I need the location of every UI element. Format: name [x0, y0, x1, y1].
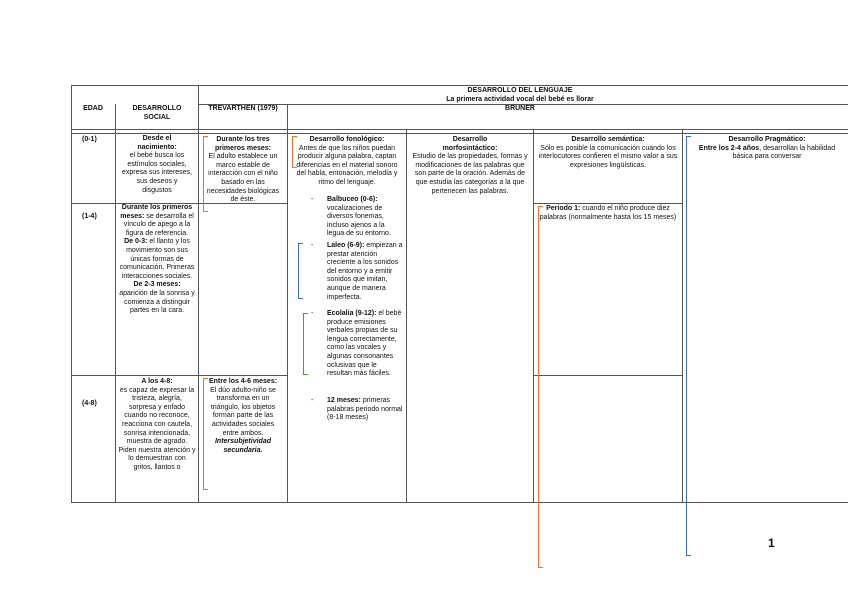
semantica-r2-text: cuando el niño produce diez palabras (normalmente hasta los 15 meses)	[539, 205, 677, 221]
semantica-r2-title: Periodo 1:	[546, 205, 581, 212]
social-r2-text: se desarrolla el vínculo de apego a la figura de referencia.	[123, 212, 194, 237]
trevarthen-cell-3	[205, 378, 281, 455]
laleo-text: empiezan a prestar atención creciente a los sonidos del entorno y a emitir sonidos que imitan, aunque de manera imperfecta.	[327, 242, 403, 301]
social-r2c-title: De 2-3 meses:	[133, 281, 181, 289]
social-cell-3	[118, 378, 196, 473]
header-trevarthen: TREVARTHEN (1979)	[208, 105, 278, 112]
header-lenguaje-subtitle: La primera actividad vocal del bebé es llorar	[446, 95, 594, 103]
bullet-dash: -	[311, 196, 314, 203]
age-label: (4-8)	[82, 400, 97, 407]
col-border-6	[682, 129, 683, 503]
header-edad: EDAD	[83, 105, 103, 112]
row-border-2b	[533, 203, 682, 204]
row-border-3	[71, 375, 287, 376]
fonologico-item-ecolalia	[327, 310, 403, 379]
trevarthen-r3-text: El dúo adulto-niño se transforma en un triángulo, los objetos forman parte de las actividades sociales entre ambos.	[210, 386, 276, 437]
bullet-dash: -	[311, 397, 314, 404]
header-bottom-border	[71, 129, 848, 130]
laleo-bracket	[298, 243, 303, 299]
table-top-border	[71, 85, 848, 86]
col-border-5	[533, 129, 534, 503]
col-border-4	[406, 129, 407, 503]
trevarthen-r1-text: El adulto establece un marco estable de interacción con el niño basado en las necesidades biológicas de éste.	[206, 153, 280, 204]
semantica-title: Desarrollo semántica:	[571, 136, 645, 143]
col-border-3	[287, 104, 288, 503]
social-r3-title: A los 4-8:	[141, 378, 173, 385]
fonologico-item-laleo	[327, 242, 403, 302]
trevarthen-cell-1	[205, 136, 281, 205]
social-r2-title: Durante los primeros meses:	[120, 204, 193, 220]
morfo-cell	[410, 136, 530, 196]
fonologico-title: Desarrollo fonológico:	[309, 136, 385, 143]
12meses-title: 12 meses:	[327, 397, 361, 404]
fonologico-text: Antes de que los niños puedan producir alguna palabra, captan diferencias en el material sonoro del habla, entonación, melodía y ritmo del lenguaje.	[296, 144, 398, 186]
social-r3-text: es capaz de expresar la tristeza, alegría, sorpresa y enfado cuando no reconoce, reacciona con cautela, sonrisa intencionada, muestra de agrado. Piden nuestra atención y lo demuestran con gritos, llantos o	[118, 386, 196, 471]
semantica-cell-2	[536, 205, 680, 222]
social-r2c-text: aparición de la sonrisa y comienza a distinguir partes en la cara.	[119, 289, 195, 315]
semantica-cell-1	[536, 136, 680, 170]
social-cell-2	[116, 204, 198, 316]
ecolalia-title: Ecolalia (9-12):	[327, 310, 377, 317]
pragmatico-cell	[690, 136, 844, 162]
social-r1-title: Desde el nacimiento:	[137, 135, 177, 151]
age-label: (0-1)	[82, 136, 97, 143]
age-label: (1-4)	[82, 213, 97, 220]
trevarthen-r3-title: Entre los 4-6 meses:	[208, 378, 278, 385]
header-bruner: BRUNER	[505, 105, 535, 112]
balbuceo-title: Balbuceo (0-6):	[327, 196, 378, 203]
semantica-text: Sólo es posible la comunicación cuando los interlocutores confieren el mismo valor a sus expresiones lingüísticas.	[538, 144, 678, 169]
page-number: 1	[768, 536, 775, 550]
pragmatico-body	[690, 145, 844, 162]
pragmatico-text: , desarrollan la habilidad básica para conversar	[732, 144, 836, 161]
laleo-title: Laleo (6-9):	[327, 242, 365, 249]
balbuceo-text: vocalizaciones de diversos fonemas, incluso ajenos a la legua de su entorno.	[327, 204, 391, 238]
social-r2b-text: el llanto y los movimiento son sus únicas formas de comunicación. Primeras interacciones sociales.	[119, 238, 195, 280]
ecolalia-bracket	[303, 313, 308, 375]
trevarthen-r1-title: Durante los tres primeros meses:	[214, 136, 272, 152]
social-cell-1	[116, 135, 198, 195]
fonologico-intro	[292, 136, 402, 188]
row-border-1	[71, 133, 848, 134]
social-r2b-title: De 0-3:	[124, 238, 148, 246]
12meses-text: primeras palabras periodo normal (8-18 meses)	[327, 397, 403, 422]
fonologico-item-balbuceo	[327, 196, 403, 239]
fonologico-item-12meses	[327, 397, 403, 423]
pragmatico-bracket	[686, 136, 691, 556]
pragmatico-bold: Entre los 2-4 años	[698, 144, 760, 152]
social-r1-text: el bebé busca los estímulos sociales, expresa sus intereses, sus deseos y disgustos	[121, 152, 193, 194]
col-border-2	[198, 85, 199, 503]
header-desarrollo-social: DESARROLLO SOCIAL	[132, 105, 182, 121]
semantica-bracket	[538, 206, 543, 568]
morfo-text: Estudio de las propiedades, formas y modificaciones de las palabras que son parte de la oración. Además de que estudia las categorías a la que pertenecen las palabras.	[412, 153, 528, 195]
bullet-dash: -	[311, 242, 314, 249]
pragmatico-title: Desarrollo Pragmático:	[728, 136, 806, 143]
trevarthen-r3-em: Intersubjetividad secundaria.	[214, 438, 271, 454]
header-lenguaje-title: DESARROLLO DEL LENGUAJE	[467, 87, 573, 94]
row-border-3b	[533, 375, 682, 376]
bullet-dash: -	[311, 310, 314, 317]
table-bottom-border	[71, 502, 848, 503]
table-left-border	[71, 85, 72, 503]
morfo-title: Desarrollo morfosintáctico:	[442, 136, 498, 152]
ecolalia-text: el bebé produce emisiones verbales propias de su lengua correctamente, como las vocales y algunas consonantes oclusivas que le resultan más fáciles.	[327, 310, 402, 378]
